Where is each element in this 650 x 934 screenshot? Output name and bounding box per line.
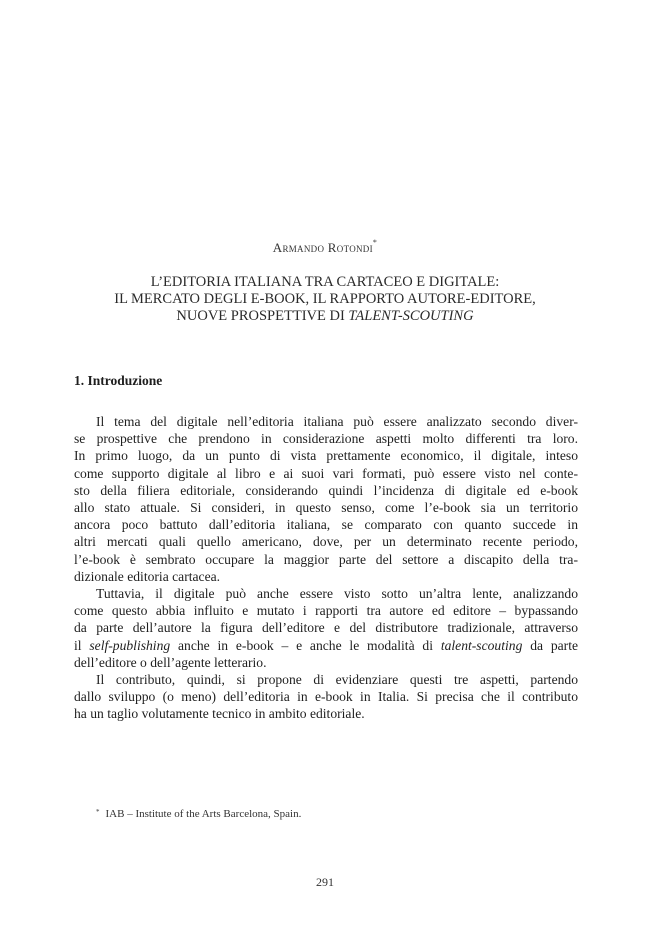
- title-line-3: [40, 308, 610, 325]
- text-line: Il contributo, quindi, si propone di evidenziare questi tre aspetti, partendo: [96, 672, 578, 688]
- article-title: [40, 274, 610, 325]
- text-fragment: il: [74, 637, 90, 653]
- italic-term-self-publishing: self-publishing: [89, 637, 171, 653]
- text-line: [74, 637, 578, 654]
- text-line: ha un taglio volutamente tecnico in ambito editoriale.: [74, 706, 365, 722]
- text-line: Il tema del digitale nell’editoria italiana può essere analizzato secondo diver-: [96, 414, 578, 429]
- title-line-2: IL MERCATO DEGLI E-BOOK, IL RAPPORTO AUTORE-EDITORE,: [114, 291, 536, 307]
- text-fragment: anche in e-book – e anche le modalità di: [170, 637, 441, 653]
- text-line: sto della filiera editoriale, considerando quindi l’incidenza di digitale ed e-book: [74, 482, 578, 498]
- title-line-1: L’EDITORIA ITALIANA TRA CARTACEO E DIGITALE:: [150, 274, 500, 290]
- author-name-text: Armando Rotondi: [272, 240, 373, 255]
- footnote: [96, 808, 301, 820]
- paragraph-3: [74, 671, 578, 723]
- section-heading: 1. Introduzione: [74, 373, 163, 388]
- text-line: se prospettive che prendono in considerazione aspetti molto differenti tra loro.: [74, 431, 578, 447]
- text-line: allo stato attuale. Si consideri, in questo senso, come l’e-book sia un territorio: [74, 500, 578, 516]
- text-line: Tuttavia, il digitale può anche essere visto sotto un’altra lente, analizzando: [96, 586, 578, 602]
- text-line: In primo luogo, da un punto di vista prettamente economico, il digitale, inteso: [74, 448, 578, 464]
- text-line: altri mercati quali quello americano, dove, per un determinato recente periodo,: [74, 534, 578, 550]
- text-line: ancora poco battuto dall’editoria italiana, se comparato con quanto succede in: [74, 517, 578, 533]
- text-fragment: da parte: [522, 637, 578, 653]
- title-line-3-text: NUOVE PROSPETTIVE DI: [176, 308, 349, 324]
- footnote-text: IAB – Institute of the Arts Barcelona, Spain.: [105, 808, 302, 820]
- author-footnote-mark: *: [372, 238, 378, 247]
- paragraph-2: [74, 585, 578, 671]
- text-line: dallo sviluppo (o meno) dell’editoria in e-book in Italia. Si precisa che il contributo: [74, 689, 578, 705]
- text-line: come questo abbia influito e mutato i rapporti tra autore ed editore – bypassando: [74, 603, 578, 619]
- paragraph-1: [74, 413, 578, 585]
- author-name: [0, 240, 650, 256]
- footnote-mark: *: [96, 808, 100, 816]
- italic-term-talent-scouting: talent-scouting: [440, 637, 523, 653]
- text-line: l’e-book è sembrato occupare la maggior parte del settore a discapito della tra-: [74, 551, 578, 567]
- text-line: dizionale editoria cartacea.: [74, 568, 221, 584]
- body-text: [74, 413, 578, 723]
- text-line: da parte dell’autore la figura dell’editore e del distributore tradizionale, attraverso: [74, 620, 578, 636]
- title-line-3-italic: TALENT-SCOUTING: [348, 308, 474, 324]
- text-line: come supporto digitale al libro e ai suoi vari formati, può essere visto nel conte-: [74, 465, 578, 481]
- text-line: dell’editore o dell’agente letterario.: [74, 654, 267, 670]
- page-number: 291: [316, 875, 334, 889]
